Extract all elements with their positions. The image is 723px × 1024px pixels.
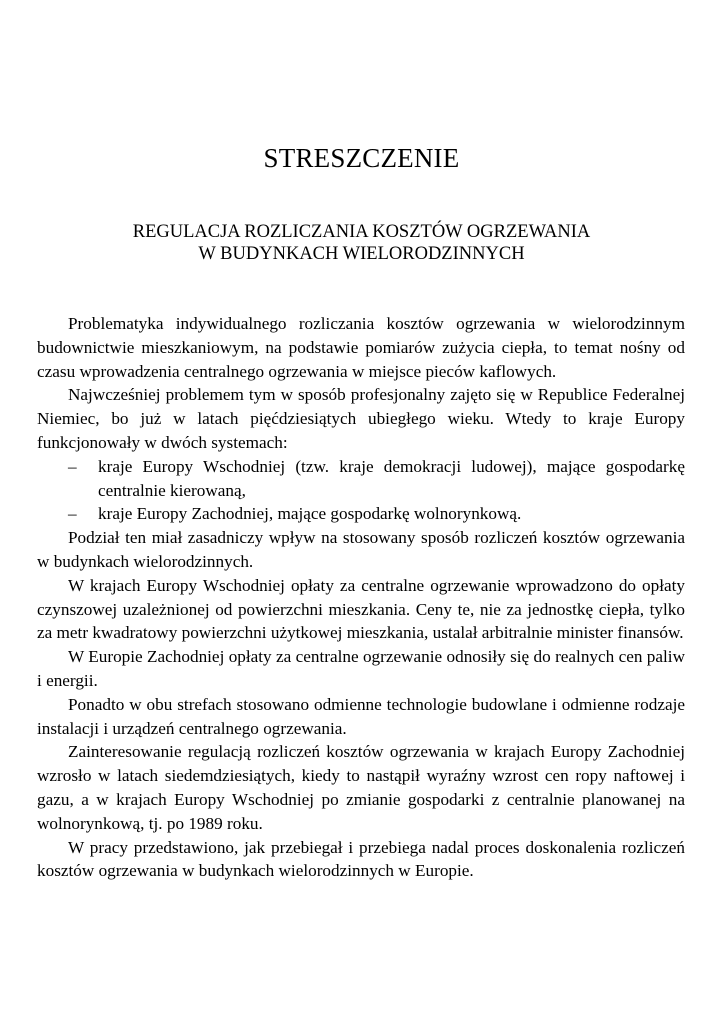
document-subtitle	[0, 221, 723, 265]
abstract-body	[37, 312, 685, 883]
paragraph-1: Problematyka indywidualnego rozliczania kosztów ogrzewania w wielorodzinnym budownictwie mieszkaniowym, na podstawie pomiarów zużycia ciepła, to temat nośny od czasu wprowadzenia centralnego ogrzewania w miejsce pieców kaflowych.	[37, 314, 685, 381]
list-item	[37, 502, 685, 526]
paragraph-7: Zainteresowanie regulacją rozliczeń kosztów ogrzewania w krajach Europy Zachodniej wzrosło w latach siedemdziesiątych, kiedy to nastąpił wyraźny wzrost cen ropy naftowej i gazu, a w krajach Europy Wschodniej po zmianie gospodarki z centralnie planowanej na wolnorynkową, tj. po 1989 roku.	[37, 742, 685, 833]
paragraph-8: W pracy przedstawiono, jak przebiegał i przebiega nadal proces doskonalenia rozliczeń kosztów ogrzewania w budynkach wielorodzinnych w Europie.	[37, 837, 685, 881]
list-item	[37, 455, 685, 503]
page-title: STRESZCZENIE	[263, 143, 460, 173]
subtitle-line-1: REGULACJA ROZLICZANIA KOSZTÓW OGRZEWANIA	[132, 222, 591, 242]
subtitle-line-2: W BUDYNKACH WIELORODZINNYCH	[198, 244, 525, 264]
systems-list	[37, 455, 685, 526]
list-item-text: kraje Europy Zachodniej, mające gospodarkę wolnorynkową.	[98, 504, 522, 524]
paragraph-5: W Europie Zachodniej opłaty za centralne ogrzewanie odnosiły się do realnych cen paliw i energii.	[37, 647, 685, 690]
paragraph-2: Najwcześniej problemem tym w sposób profesjonalny zajęto się w Republice Federalnej Niemiec, bo już w latach pięćdziesiątych ubiegłego wieku. Wtedy to kraje Europy funkcjonowały w dwóch systemach:	[37, 385, 685, 452]
list-item-text: kraje Europy Wschodniej (tzw. kraje demokracji ludowej), mające gospodarkę centralnie kierowaną,	[98, 456, 685, 500]
paragraph-6: Ponadto w obu strefach stosowano odmienne technologie budowlane i odmienne rodzaje instalacji i urządzeń centralnego ogrzewania.	[37, 694, 685, 738]
paragraph-4: W krajach Europy Wschodniej opłaty za centralne ogrzewanie wprowadzono do opłaty czynszowej uzależnionej od powierzchni mieszkania. Ceny te, nie za jednostkę ciepła, tylko za metr kwadratowy powierzchni użytkowej mieszkania, ustalał arbitralnie minister finansów.	[37, 575, 685, 643]
dash-bullet: –	[68, 456, 77, 476]
paragraph-3: Podział ten miał zasadniczy wpływ na stosowany sposób rozliczeń kosztów ogrzewania w budynkach wielorodzinnych.	[37, 528, 685, 571]
dash-bullet: –	[68, 504, 77, 524]
